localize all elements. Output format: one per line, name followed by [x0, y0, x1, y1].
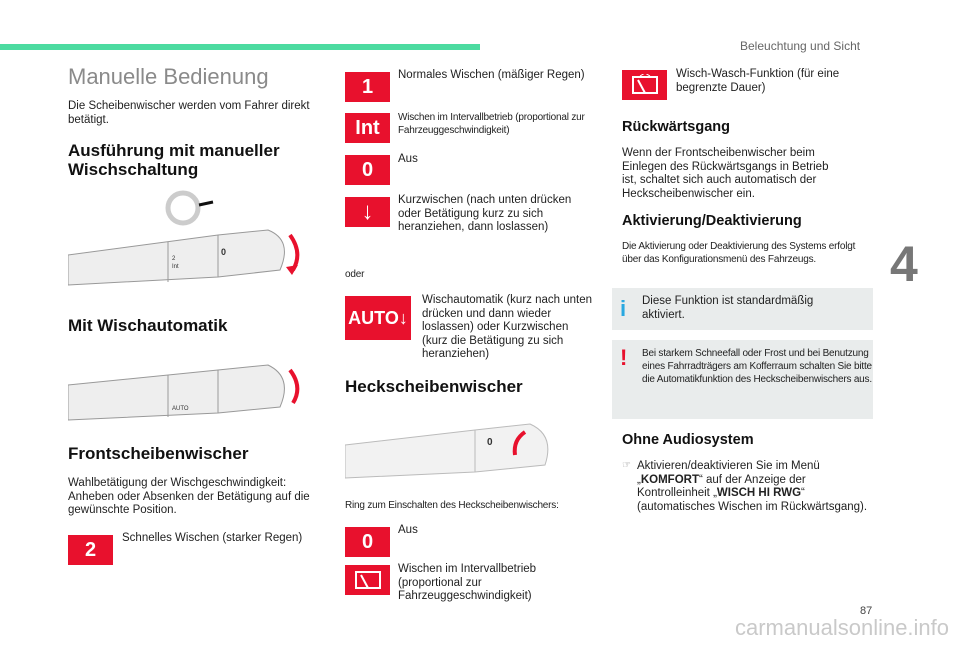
page-title: Manuelle Bedienung	[68, 64, 269, 89]
svg-text:0: 0	[221, 247, 227, 257]
speed-1-icon: 1	[345, 72, 390, 102]
heading-rear: Heckscheibenwischer	[345, 377, 523, 396]
svg-text:0: 0	[487, 437, 493, 448]
heading-auto: Mit Wischautomatik	[68, 316, 228, 335]
svg-text:AUTO: AUTO	[172, 406, 189, 412]
section-color-bar	[0, 44, 480, 50]
front-text: Wahlbetätigung der Wischgeschwindigkeit: Anheben oder Absenken der Betätigung auf die gewünschte Position.	[68, 477, 310, 516]
heading-manual: Ausführung mit manueller Wischschaltung	[68, 141, 280, 179]
speed-2-icon: 2	[68, 535, 113, 565]
intro-text: Die Scheibenwischer werden vom Fahrer direkt betätigt.	[68, 100, 310, 126]
interval-text: Wischen im Intervallbetrieb (proportional zur Fahrzeuggeschwindigkeit)	[398, 112, 585, 136]
heading-no-audio: Ohne Audiosystem	[622, 432, 754, 448]
svg-text:Int: Int	[172, 264, 179, 270]
reverse-text: Wenn der Frontscheibenwischer beim Einlegen des Rückwärtsgangs in Betrieb ist, schaltet sich auch automatisch der Heckscheibenwischer ein.	[622, 147, 829, 200]
interval-icon: Int	[345, 113, 390, 143]
section-header: Beleuchtung und Sicht	[740, 39, 861, 53]
rear-off-icon: 0	[345, 527, 390, 557]
rear-washer-icon	[622, 70, 667, 100]
page-number: 87	[860, 605, 873, 617]
rear-off-text: Aus	[398, 524, 418, 536]
heading-reverse: Rückwärtsgang	[622, 119, 730, 135]
arrow-down-icon: ↓	[345, 197, 390, 227]
speed-1-text: Normales Wischen (mäßiger Regen)	[398, 69, 585, 81]
rotate-arrow-icon	[290, 370, 297, 403]
pointing-hand-icon: ☞	[622, 460, 631, 471]
rear-interval-text: Wischen im Intervallbetrieb (proportional zur Fahrzeuggeschwindigkeit)	[398, 563, 537, 602]
watermark: carmanualsonline.info	[735, 615, 950, 640]
washer-text: Wisch-Wasch-Funktion (für eine begrenzte Dauer)	[676, 68, 840, 94]
auto-icon: AUTO ↓	[345, 296, 411, 340]
info-icon: i	[620, 296, 627, 321]
info-box	[612, 288, 873, 330]
activation-text: Die Aktivierung oder Deaktivierung des Systems erfolgt über das Konfigurationsmenü des Fahrzeugs.	[622, 241, 856, 265]
info-text: Diese Funktion ist standardmäßig aktiviert.	[642, 295, 814, 321]
chapter-number: 4	[890, 236, 918, 292]
speed-2-text: Schnelles Wischen (starker Regen)	[122, 532, 303, 544]
stalk-illustration-auto	[68, 355, 308, 430]
heading-activation: Aktivierung/Deaktivierung	[622, 213, 802, 229]
single-wipe-text: Kurzwischen (nach unten drücken oder Betätigung kurz zu sich heranziehen, dann loslassen)	[398, 194, 572, 233]
rear-stalk-illustration	[345, 410, 560, 482]
rear-wiper-icon	[345, 565, 390, 595]
oder-label: oder	[345, 269, 365, 280]
no-audio-instruction: Aktivieren/deaktivieren Sie im Menü „KOMFORT“ auf der Anzeige der Kontrolleinheit „WISCH HI RWG“ (automatisches Wischen im Rückwärtsgang).	[637, 460, 868, 513]
warning-text: Bei starkem Schneefall oder Frost und bei Benutzung eines Fahrradträgers am Kofferraum schalten Sie bitte die Automatikfunktion des Heckscheibenwischers aus.	[642, 348, 872, 385]
off-icon: 0	[345, 155, 390, 185]
rotate-arrow-icon	[290, 235, 297, 270]
warning-icon: !	[620, 345, 628, 370]
auto-text: Wischautomatik (kurz nach unten drücken und dann wieder loslassen) oder Kurzwischen (kurz die Betätigung zu sich heranziehen)	[422, 294, 593, 360]
heading-front: Frontscheibenwischer	[68, 444, 249, 463]
svg-text:2: 2	[172, 256, 176, 262]
steering-wheel-icon	[168, 193, 198, 223]
stalk-illustration-manual	[68, 185, 308, 295]
warning-box	[612, 340, 873, 419]
off-text: Aus	[398, 153, 418, 165]
rear-caption: Ring zum Einschalten des Heckscheibenwischers:	[345, 500, 559, 511]
